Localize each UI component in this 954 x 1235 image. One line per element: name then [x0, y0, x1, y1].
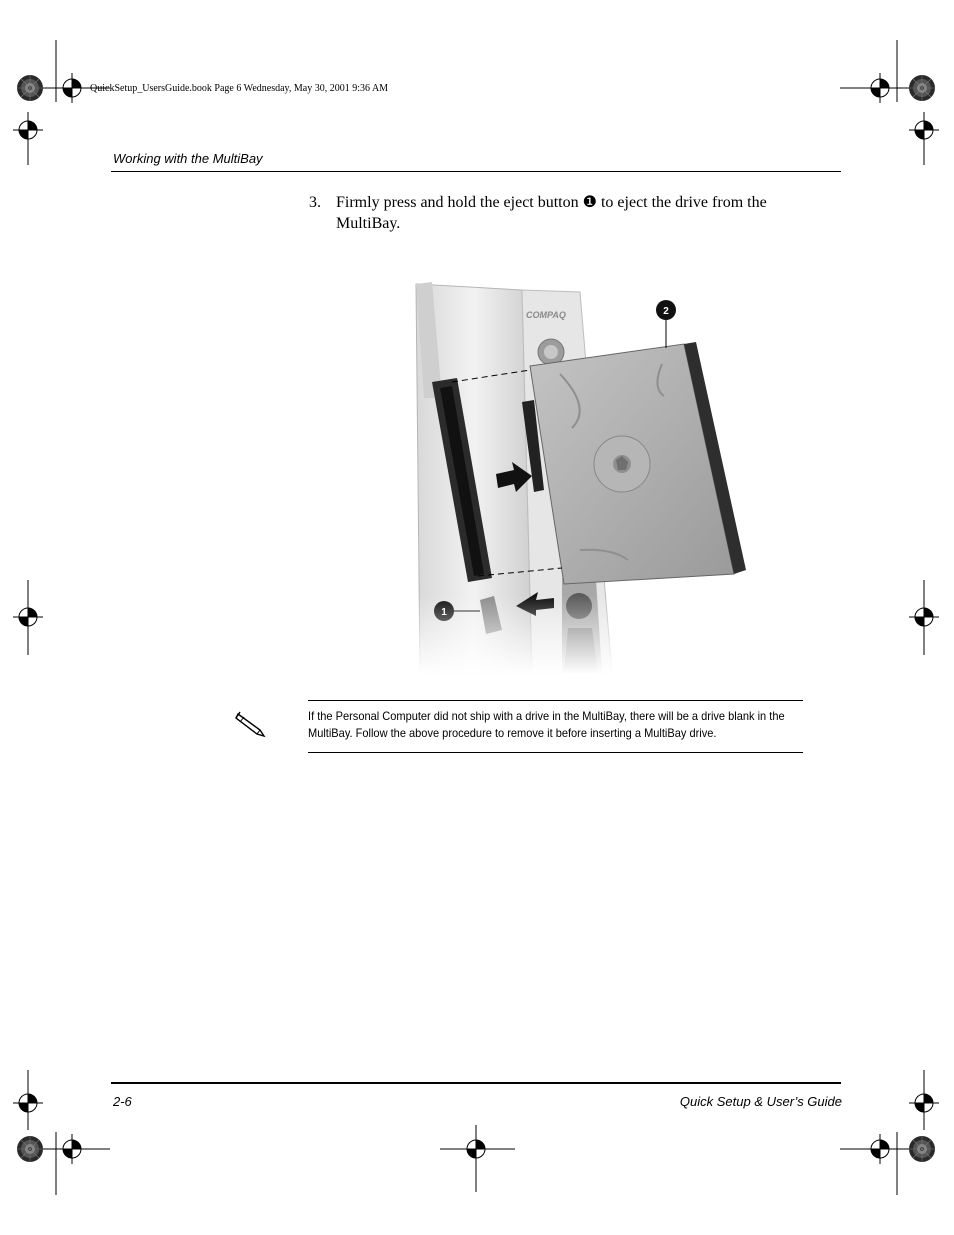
print-info-line: QuickSetup_UsersGuide.book Page 6 Wednesday, May 30, 2001 9:36 AM [90, 83, 389, 94]
step-number: 3. [309, 194, 321, 211]
page-number: 2-6 [113, 1094, 132, 1109]
pencil-note-icon [234, 708, 272, 738]
step-text: Firmly press and hold the eject button ❶ to eject the drive from the MultiBay. [336, 194, 767, 232]
note-text: If the Personal Computer did not ship with a drive in the MultiBay, there will be a drive blank in the MultiBay. Follow the above procedure to remove it before inserting a MultiBay drive. [308, 709, 785, 740]
header-rule [111, 171, 841, 172]
multibay-drive-eject-illustration [412, 278, 748, 674]
note-rule-top [308, 700, 803, 701]
note-rule-bottom [308, 752, 803, 753]
running-header: Working with the MultiBay [113, 151, 263, 166]
footer-rule [111, 1082, 841, 1084]
book-title: Quick Setup & User’s Guide [679, 1094, 842, 1109]
